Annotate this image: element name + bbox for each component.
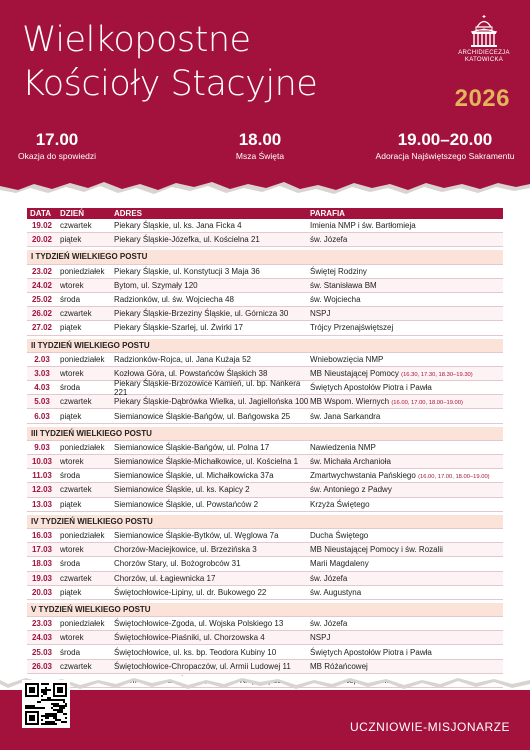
stations-table xyxy=(27,208,503,688)
day-cell: piątek xyxy=(60,587,82,597)
address-cell: Bytom, ul. Szymały 120 xyxy=(114,280,198,290)
time-label: Okazja do spowiedzi xyxy=(18,151,96,161)
table-row xyxy=(27,631,503,645)
table-row xyxy=(27,557,503,571)
date-cell: 17.03 xyxy=(31,545,53,555)
hours-note: (16.00, 17.00, 18.00–19.00) xyxy=(418,474,490,481)
day-cell: piątek xyxy=(60,235,82,245)
parish-name: św. Augustyna xyxy=(310,587,362,597)
time-label: Adoracja Najświętszego Sakramentu xyxy=(375,151,515,161)
time-value: 17.00 xyxy=(35,130,79,149)
day-cell: czwartek xyxy=(60,397,92,407)
table-row xyxy=(27,572,503,586)
table-row xyxy=(27,498,503,512)
date-cell: 11.03 xyxy=(32,471,52,481)
address-cell: Świętochłowice-Piaśniki, ul. Chorzowska 4 xyxy=(114,633,265,643)
parish-name: św. Antoniego z Padwy xyxy=(310,485,392,495)
table-row xyxy=(27,378,503,397)
logo-line-1: ARCHIDIECEZJA xyxy=(458,50,510,56)
week-section-header: II TYDZIEŃ WIELKIEGO POSTU xyxy=(27,339,503,353)
parish-cell xyxy=(310,295,503,304)
parish-cell xyxy=(310,471,503,480)
date-cell: 23.03 xyxy=(31,619,53,629)
parish-name: św. Jana Sarkandra xyxy=(310,411,381,421)
day-cell: piątek xyxy=(60,323,82,333)
address-cell: Świętochłowice-Lipiny, ul. dr. Bukowego 22 xyxy=(114,587,267,597)
address-cell: Radzionków-Rojca, ul. Jana Kużaja 52 xyxy=(114,354,251,364)
day-cell: środa xyxy=(60,471,81,481)
date-cell: 27.02 xyxy=(31,323,53,333)
footer-text: UCZNIOWIE-MISJONARZE xyxy=(350,720,510,734)
address-cell: Radzionków, ul. św. Wojciecha 48 xyxy=(114,295,234,305)
day-cell: poniedziałek xyxy=(60,266,105,276)
day-cell: środa xyxy=(60,647,81,657)
torn-paper-edge-bottom xyxy=(0,676,530,696)
address-cell: Siemianowice Śląskie, ul. Powstańców 2 xyxy=(114,499,259,509)
table-row xyxy=(27,353,503,367)
address-cell: Siemianowice Śląskie-Bytków, ul. Węglowa 7a xyxy=(114,531,279,541)
address-cell: Piekary Śląskie-Szarlej, ul. Żwirki 17 xyxy=(114,323,243,333)
title-line-1: Wielkopostne xyxy=(22,20,251,60)
date-cell: 13.03 xyxy=(31,499,53,509)
time-label: Msza Święta xyxy=(235,151,285,161)
logo-text xyxy=(452,50,516,64)
date-cell: 3.03 xyxy=(34,368,50,378)
address-cell: Piekary Śląskie-Dąbrówka Wielka, ul. Jagiellońska 100 xyxy=(114,397,309,407)
day-cell: poniedziałek xyxy=(60,442,105,452)
parish-name: MB Nieustającej Pomocy xyxy=(310,368,399,378)
date-cell: 10.03 xyxy=(31,457,53,467)
date-cell: 20.03 xyxy=(31,587,53,597)
date-cell: 24.03 xyxy=(31,633,53,643)
time-mass xyxy=(200,130,320,162)
parish-cell xyxy=(310,397,503,406)
parish-name: Trójcy Przenajświętszej xyxy=(310,323,394,333)
address-cell: Piekary Śląskie-Józefka, ul. Kościelna 21 xyxy=(114,235,260,245)
table-row xyxy=(27,279,503,293)
parish-name: MB Wspom. Wiernych xyxy=(310,397,390,407)
address-cell: Siemianowice Śląskie-Bańgów, ul. Bańgowska 25 xyxy=(114,411,291,421)
header-address: ADRES xyxy=(114,209,143,218)
day-cell: czwartek xyxy=(60,221,92,231)
parish-name: Marii Magdaleny xyxy=(310,559,369,569)
parish-name: Wniebowzięcia NMP xyxy=(310,354,384,364)
address-cell: Świętochłowice, ul. ks. bp. Teodora Kubiny 10 xyxy=(114,647,277,657)
day-cell: wtorek xyxy=(60,457,84,467)
day-cell: piątek xyxy=(60,411,82,421)
day-cell: piątek xyxy=(60,499,82,509)
date-cell: 18.03 xyxy=(31,559,53,569)
date-cell: 24.02 xyxy=(31,280,53,290)
parish-name: MB Różańcowej xyxy=(310,661,368,671)
page-title xyxy=(22,18,317,106)
cathedral-icon xyxy=(468,14,500,48)
parish-cell xyxy=(310,559,503,568)
day-cell: wtorek xyxy=(60,368,84,378)
parish-name: NSPJ xyxy=(310,309,331,319)
table-row xyxy=(27,543,503,557)
parish-name: NSPJ xyxy=(310,633,331,643)
parish-cell xyxy=(310,267,503,276)
table-row xyxy=(27,293,503,307)
date-cell: 19.03 xyxy=(31,573,53,583)
table-row xyxy=(27,660,503,674)
parish-name: św. Józefa xyxy=(310,619,348,629)
parish-name: św. Stanisława BM xyxy=(310,280,377,290)
parish-cell xyxy=(310,383,503,392)
title-line-2: Kościoły Stacyjne xyxy=(22,64,318,104)
address-cell: Siemianowice Śląskie-Michałkowice, ul. Kościelna 1 xyxy=(114,457,299,467)
date-cell: 23.02 xyxy=(31,266,53,276)
day-cell: środa xyxy=(60,559,81,569)
day-cell: poniedziałek xyxy=(60,619,105,629)
parish-name: św. Józefa xyxy=(310,573,348,583)
parish-cell xyxy=(310,662,503,671)
parish-name: Świętych Apostołów Piotra i Pawła xyxy=(310,647,432,657)
day-cell: poniedziałek xyxy=(60,531,105,541)
table-row xyxy=(27,321,503,335)
year: 2026 xyxy=(454,85,510,112)
parish-name: św. Michała Archanioła xyxy=(310,457,391,467)
week-section-header: I TYDZIEŃ WIELKIEGO POSTU xyxy=(27,250,503,264)
address-cell: Chorzów Stary, ul. Bożogrobców 31 xyxy=(114,559,241,569)
parish-cell xyxy=(310,485,503,494)
parish-cell xyxy=(310,281,503,290)
table-row xyxy=(27,469,503,483)
parish-name: Imienia NMP i św. Bartłomieja xyxy=(310,221,416,231)
hours-note: (16.00, 17.00, 18.00–19.00) xyxy=(391,400,463,407)
date-cell: 5.03 xyxy=(34,397,50,407)
header-date: DATA xyxy=(30,209,52,218)
address-cell: Kozłowa Góra, ul. Powstańców Śląskich 38 xyxy=(114,368,268,378)
parish-cell xyxy=(310,619,503,628)
address-cell: Chorzów-Maciejkowice, ul. Brzezińska 3 xyxy=(114,545,257,555)
archdiocese-logo xyxy=(452,14,516,64)
parish-cell xyxy=(310,412,503,421)
week-section-header: III TYDZIEŃ WIELKIEGO POSTU xyxy=(27,427,503,441)
parish-cell xyxy=(310,369,503,378)
logo-line-2: KATOWICKA xyxy=(464,57,504,63)
day-cell: czwartek xyxy=(60,485,92,495)
table-row xyxy=(27,645,503,659)
qr-code[interactable] xyxy=(22,680,70,728)
parish-name: św. Józefa xyxy=(310,235,348,245)
table-body xyxy=(27,219,503,688)
header-day: DZIEŃ xyxy=(60,209,84,218)
address-cell: Świętochłowice-Zgoda, ul. Wojska Polskiego 13 xyxy=(114,619,284,629)
parish-cell xyxy=(310,633,503,642)
time-value: 19.00–20.00 xyxy=(397,130,493,149)
parish-cell xyxy=(310,531,503,540)
day-cell: czwartek xyxy=(60,309,92,319)
parish-cell xyxy=(310,235,503,244)
header-parish: PARAFIA xyxy=(310,209,345,218)
day-cell: wtorek xyxy=(60,633,84,643)
day-cell: czwartek xyxy=(60,661,92,671)
week-section-header: IV TYDZIEŃ WIELKIEGO POSTU xyxy=(27,515,503,529)
table-row xyxy=(27,395,503,409)
table-row xyxy=(27,455,503,469)
day-cell: wtorek xyxy=(60,280,84,290)
day-cell: środa xyxy=(60,295,81,305)
table-row xyxy=(27,617,503,631)
table-row xyxy=(27,219,503,233)
parish-cell xyxy=(310,443,503,452)
date-cell: 20.02 xyxy=(31,235,53,245)
date-cell: 2.03 xyxy=(34,354,50,364)
parish-cell xyxy=(310,500,503,509)
day-cell: środa xyxy=(60,383,81,393)
address-cell: Chorzów, ul. Łagiewnicka 17 xyxy=(114,573,216,583)
day-cell: poniedziałek xyxy=(60,354,105,364)
date-cell: 25.02 xyxy=(31,295,53,305)
table-row xyxy=(27,409,503,423)
date-cell: 4.03 xyxy=(34,383,50,393)
table-row xyxy=(27,483,503,497)
table-row xyxy=(27,307,503,321)
parish-name: Świętej Rodziny xyxy=(310,266,367,276)
torn-paper-edge-top xyxy=(0,174,530,202)
parish-name: Zmartwychwstania Pańskiego xyxy=(310,471,416,481)
parish-name: Nawiedzenia NMP xyxy=(310,442,376,452)
parish-name: Ducha Świętego xyxy=(310,531,369,541)
day-cell: wtorek xyxy=(60,545,84,555)
time-confession xyxy=(8,130,106,162)
date-cell: 6.03 xyxy=(34,411,50,421)
address-cell: Świętochłowice-Chropaczów, ul. Armii Ludowej 11 xyxy=(114,661,291,671)
week-section-header: V TYDZIEŃ WIELKIEGO POSTU xyxy=(27,603,503,617)
table-row xyxy=(27,586,503,600)
date-cell: 9.03 xyxy=(34,442,50,452)
address-cell: Siemianowice Śląskie, ul. Michałkowicka 37a xyxy=(114,471,274,481)
parish-cell xyxy=(310,648,503,657)
address-cell: Siemianowice Śląskie-Bańgów, ul. Polna 17 xyxy=(114,442,270,452)
parish-name: św. Wojciecha xyxy=(310,295,361,305)
address-cell: Siemianowice Śląskie, ul. ks. Kapicy 2 xyxy=(114,485,250,495)
date-cell: 26.02 xyxy=(31,309,53,319)
date-cell: 16.03 xyxy=(31,531,53,541)
table-row xyxy=(27,441,503,455)
address-cell: Piekary Śląskie-Brzeziny Śląskie, ul. Górnicza 30 xyxy=(114,309,289,319)
table-row xyxy=(27,233,503,247)
address-cell: Piekary Śląskie, ul. Konstytucji 3 Maja 36 xyxy=(114,266,260,276)
parish-cell xyxy=(310,457,503,466)
parish-cell xyxy=(310,221,503,230)
parish-name: Świętych Apostołów Piotra i Pawła xyxy=(310,383,432,393)
parish-name: Krzyża Świętego xyxy=(310,499,370,509)
date-cell: 19.02 xyxy=(31,221,53,231)
date-cell: 25.03 xyxy=(31,647,53,657)
day-cell: czwartek xyxy=(60,573,92,583)
parish-cell xyxy=(310,323,503,332)
address-cell: Piekary Śląskie, ul. ks. Jana Ficka 4 xyxy=(114,221,242,231)
date-cell: 12.03 xyxy=(31,485,53,495)
parish-name: MB Nieustającej Pomocy i św. Rozalii xyxy=(310,545,443,555)
table-row xyxy=(27,265,503,279)
parish-cell xyxy=(310,574,503,583)
parish-cell xyxy=(310,588,503,597)
table-header xyxy=(27,208,503,219)
hours-note: (16.30, 17.30, 18.30–19.30) xyxy=(401,371,473,378)
time-adoration xyxy=(360,130,530,162)
address-cell: Piekary Śląskie-Brzozowice Kamień, ul. bp. Nankera 221 xyxy=(114,378,301,397)
parish-cell xyxy=(310,309,503,318)
date-cell: 26.03 xyxy=(31,661,53,671)
parish-cell xyxy=(310,545,503,554)
parish-cell xyxy=(310,355,503,364)
time-value: 18.00 xyxy=(238,130,282,149)
table-row xyxy=(27,529,503,543)
